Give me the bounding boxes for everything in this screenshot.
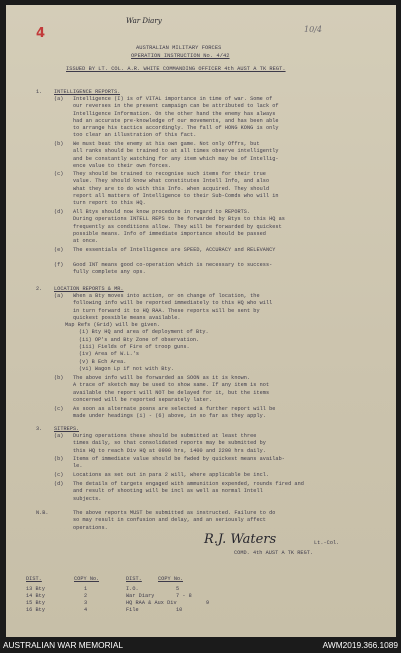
text-line: and be constantly watching for any item which may be of Intellig- — [73, 155, 279, 162]
dist-right-name: File — [126, 607, 139, 613]
text-line: (vi) Wagon Lp if not with Bty. — [79, 365, 174, 372]
signature-rank: Lt.-Col. — [314, 540, 340, 546]
text-line: subjects. — [73, 495, 102, 502]
text-line: They should be trained to recognise such items for their true — [73, 171, 266, 177]
dist-left-name: 15 Bty — [26, 600, 45, 606]
text-line: fully complete any ops. — [73, 269, 146, 276]
text-line: Map Refs (Grid) will be given. — [65, 322, 160, 329]
text-line: all ranks should be trained to at all times observe intelligently — [73, 148, 279, 155]
para-label: (c) — [54, 171, 64, 177]
dist-left-copy: 3 — [84, 600, 88, 606]
text-line: turn report to this HQ. — [73, 200, 146, 207]
document-subtitle: OPERATION INSTRUCTION No. 4/42 — [131, 53, 230, 59]
paragraph — [73, 375, 373, 404]
signature: R.J. Waters — [204, 532, 277, 547]
nb-paragraph — [73, 510, 373, 532]
text-line: value. They should know what constitutes Intell Info, and also — [73, 178, 270, 185]
text-line: following info will be reported immediately to this HQ who will — [73, 300, 273, 307]
text-line: at once. — [73, 238, 99, 245]
text-line: During operations these should be submitted at least three — [73, 433, 257, 439]
dist-left-name: 16 Bty — [26, 607, 45, 613]
section-number: 1. — [36, 89, 43, 95]
para-label: (e) — [54, 247, 64, 253]
text-line: Locations as set out in para 2 will, where applicable be incl. — [73, 472, 270, 478]
para-label: (c) — [54, 472, 64, 478]
text-line: During operations INTELL REPS to be forwarded by Btys to this HQ as — [73, 216, 285, 223]
text-line: concerned will be reported separately later. — [73, 396, 213, 403]
dist-right-copy: 10 — [176, 607, 183, 613]
dist-header-right-copy: COPY No. — [158, 576, 184, 582]
text-line: The above reports MUST be submitted as instructed. Failure to do — [73, 510, 276, 516]
dist-header-right: DIST. — [126, 576, 142, 582]
paragraph — [73, 433, 373, 455]
text-line: times daily, so that consolidated reports may be submitted by — [73, 440, 266, 447]
handwritten-note-top: War Diary — [126, 17, 162, 25]
text-line: ence value to their own forces. — [73, 162, 172, 169]
text-line: (iv) Area of W.L.'s — [79, 351, 140, 358]
text-line: our reverses in the present campaign can be attributed to lack of — [73, 103, 279, 110]
text-line: what they are to do with this Info. when acquired. They should — [73, 185, 270, 192]
text-line: report all matters of Intelligence to their Sub-Comds who will in — [73, 192, 279, 199]
dist-header-left-copy: COPY No. — [74, 576, 100, 582]
para-label: (c) — [54, 406, 64, 412]
text-line: When a Bty moves into action, or on change of location, the — [73, 293, 260, 299]
text-line: le. — [73, 463, 83, 470]
text-line: had an accurate pre-knowledge of our movements, and has been able — [73, 117, 279, 124]
text-line: All Btys should now know procedure in regard to REPORTS. — [73, 209, 251, 215]
dist-left-name: 14 Bty — [26, 593, 45, 599]
paragraph — [73, 472, 373, 479]
para-label: (b) — [54, 456, 64, 462]
para-label: (a) — [54, 293, 64, 299]
text-line: to arrange his tactics accordingly. The fall of HONG KONG is only — [73, 125, 279, 132]
text-line: (i) Bty HQ and area of deployment of Bty. — [79, 329, 209, 336]
section-number: 3. — [36, 426, 43, 432]
footer-accession-number: AWM2019.366.1089 — [322, 640, 398, 650]
document-page — [6, 5, 396, 637]
paragraph — [73, 209, 373, 245]
text-line: (ii) OP's and Bty Zone of observation. — [79, 336, 200, 343]
handwritten-note-corner: 10/4 — [304, 25, 322, 34]
red-mark: 4 — [36, 26, 46, 41]
paragraph — [73, 406, 373, 421]
paragraph — [73, 247, 373, 254]
text-line: so may result in confusion and delay, and an seriously affect — [73, 517, 266, 524]
signature-title: COMD. 4th AUST A TK REGT. — [234, 550, 314, 556]
paragraph — [73, 456, 383, 471]
text-line: this HQ to reach Div HQ at 0900 hrs, 1400 and 2200 hrs daily. — [73, 447, 266, 454]
para-label: (f) — [54, 262, 64, 268]
text-line: possible means. Info of immediate importance should be passed — [73, 230, 266, 237]
dist-right-copy: 9 — [206, 600, 210, 606]
para-label: (b) — [54, 375, 64, 381]
text-line: A trace of sketch may be used to show same. If any item is not — [73, 382, 270, 389]
text-line: As soon as alternate posns are selected a further report will be — [73, 406, 276, 412]
para-label: (a) — [54, 433, 64, 439]
paragraph — [73, 96, 373, 140]
text-line: The above info will be forwarded as SOON as it is known. — [73, 375, 251, 381]
section-number: 2. — [36, 286, 43, 292]
para-label: (d) — [54, 209, 64, 215]
section-heading: LOCATION REPORTS & MR. — [54, 286, 124, 292]
text-line: (v) B Ech Area. — [79, 358, 127, 365]
para-label: (b) — [54, 141, 64, 147]
text-line: Intelligence Information. On the other hand the enemy has always — [73, 110, 276, 117]
section-heading: INTELLIGENCE REPORTS. — [54, 89, 121, 95]
text-line: made under headings (i) - (6) above, in so far as they apply. — [73, 413, 266, 420]
para-label: (d) — [54, 481, 64, 487]
archive-footer — [0, 638, 401, 653]
text-line: Good INT means good co-operation which is necessary to success- — [73, 262, 273, 268]
document-title: AUSTRALIAN MILITARY FORCES — [136, 45, 222, 51]
section-heading: SITREPS. — [54, 426, 80, 432]
text-line: We must beat the enemy at his own game. Not only Offrs, but — [73, 141, 260, 147]
dist-left-copy: 4 — [84, 607, 88, 613]
paragraph — [73, 141, 373, 170]
text-line: quickest possible means available. — [73, 314, 181, 321]
paragraph — [73, 262, 373, 277]
text-line: too clear an illustration of this fact. — [73, 132, 197, 139]
text-line: Items of immediate value should be fwded by quickest means availab- — [73, 456, 285, 462]
nb-label: N.B. — [36, 510, 49, 516]
paragraph — [65, 293, 373, 373]
text-line: The essentials of Intelligence are SPEED, ACCURACY and RELEVANCY — [73, 247, 276, 253]
issued-by-line: ISSUED BY LT. COL. A.R. WHITE COMMANDING OFFICER 4th AUST A TK REGT. — [66, 66, 286, 72]
dist-left-copy: 2 — [84, 593, 88, 599]
text-line: in turn forward it to HQ RAA. These reports will be sent by — [73, 307, 260, 314]
paragraph — [73, 481, 373, 503]
dist-right-copy: 5 — [176, 586, 180, 592]
dist-right-copy: 7 - 8 — [176, 593, 192, 599]
dist-left-copy: 1 — [84, 586, 88, 592]
footer-institution: AUSTRALIAN WAR MEMORIAL — [3, 640, 124, 650]
dist-right-name: War Diary — [126, 593, 155, 599]
dist-right-name: HQ RAA & Aux Div — [126, 600, 177, 606]
text-line: available the report will NOT be delayed for it, but the items — [73, 389, 270, 396]
paragraph — [73, 171, 373, 207]
text-line: and result of shooting will be incl as well as normal Intell — [73, 488, 263, 495]
dist-left-name: 13 Bty — [26, 586, 45, 592]
text-line: (iii) Fields of Fire of troop guns. — [79, 344, 190, 351]
text-line: operations. — [73, 524, 108, 531]
text-line: The details of targets engaged with ammunition expended, rounds fired and — [73, 481, 304, 487]
para-label: (a) — [54, 96, 64, 102]
dist-header-left: DIST. — [26, 576, 42, 582]
dist-right-name: I.O. — [126, 586, 139, 592]
text-line: frequently as conditions allow. They will be forwarded by quickest — [73, 223, 282, 230]
text-line: Intelligence (I) is of VITAL importance in time of war. Some of — [73, 96, 273, 102]
